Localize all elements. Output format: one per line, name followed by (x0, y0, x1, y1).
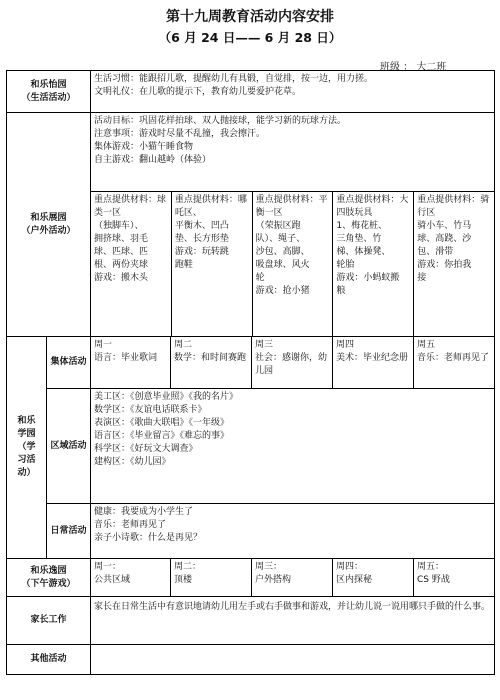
row-heyi (7, 71, 495, 113)
xueyuan-title-line: 学园 (17, 429, 36, 439)
zone-text: 沙包、高脚、 (255, 247, 310, 257)
zone-column (333, 192, 414, 336)
day-activity: 公共区域 (94, 575, 131, 585)
zone-text: 游戏：小蚂蚁搬 (336, 273, 400, 283)
day-activity: 户外搭构 (255, 575, 292, 585)
zone-text: 重点提供材料：平衡一区 (255, 195, 328, 218)
xueyuan-title-line: 和乐 (17, 416, 36, 426)
other-title: 其他活动 (7, 645, 91, 675)
heyi-line: 生活习惯：能跟招儿歌，提醒幼儿有具锻，自觉排，按一边，用力搓。 (94, 74, 374, 84)
zone-text: 游戏：抢小猪 (255, 286, 310, 296)
zone-text: 粮 (336, 286, 346, 296)
heyue-line: 自主游戏：翻山越岭（体验） (94, 155, 212, 165)
area-line: 表演区：《歌曲大联唱》《一年级》 (94, 418, 230, 428)
zone-text: 平衡木、凹凸 (174, 221, 229, 231)
day-label: 周二： (174, 562, 202, 572)
zone-text: （独脚车）、 (94, 221, 144, 231)
zone-text: 球、高跷、沙 (417, 234, 472, 244)
other-content (91, 645, 495, 675)
zone-column (172, 192, 253, 336)
area-content (91, 389, 495, 504)
collective-day (414, 337, 495, 389)
day-label: 周五 (417, 340, 436, 350)
heyi-content (91, 71, 495, 113)
row-parents (7, 597, 495, 645)
zone-text: 接 (417, 273, 427, 283)
yiyuan-day (252, 559, 333, 597)
zone-text: 游戏：玩转跳 (174, 247, 229, 257)
daily-line: 亲子小诗歌：什么是再见？ (94, 533, 203, 543)
day-activity: 音乐：老师再见了 (417, 353, 490, 363)
zone-text: 游戏：搬木头 (94, 273, 149, 283)
collective-label: 集体活动 (47, 337, 91, 389)
row-collective (7, 337, 495, 389)
schedule-table (6, 70, 495, 675)
day-label: 周一 (94, 340, 113, 350)
class-label: 班级 ： 大二班 (380, 62, 447, 73)
day-activity: 顶楼 (174, 575, 193, 585)
collective-day (252, 337, 333, 389)
zone-text: 吸盘球、风火 (255, 260, 310, 270)
zone-column (253, 192, 334, 336)
collective-day (91, 337, 171, 389)
zone-text: 重点提供材料：球类一区 (94, 195, 167, 218)
parents-title: 家长工作 (7, 597, 91, 645)
heyue-line: 集体游戏：小猫午睡食物 (94, 142, 194, 152)
day-activity: 语言：毕业歌词 (94, 353, 158, 363)
heyue-line: 注意事项：游戏时尽量不乱撞，我会擦汗。 (94, 129, 266, 139)
zone-text: 跑鞋 (174, 260, 193, 270)
xueyuan-title-line: 习活 (17, 455, 36, 465)
day-label: 周二 (174, 340, 193, 350)
heyue-zones (91, 191, 494, 336)
area-label: 区域活动 (47, 389, 91, 504)
date-range: （6 月 24 日—— 6 月 28 日） (158, 30, 342, 45)
yiyuan-day (414, 559, 495, 597)
area-line: 数学区：《友谊电话联系卡》 (94, 405, 207, 415)
zone-column (414, 192, 494, 336)
zone-text: 根、两份夹球 (94, 260, 149, 270)
zone-text: 垫、长方形垫 (174, 234, 229, 244)
area-line: 语言区：《毕业留言》《难忘的事》 (94, 431, 230, 441)
zone-text: 三角垫、竹 (336, 234, 382, 244)
row-yiyuan (7, 559, 495, 597)
parents-text: 家长在日常生活中有意识地请幼儿用左手或右手做事和游戏，并让幼儿说一说用哪只手做的什么事。 (94, 602, 491, 612)
collective-day (171, 337, 252, 389)
heyi-line: 文明礼仪：在儿歌的提示下，教育幼儿要爱护花草。 (94, 87, 302, 97)
day-activity: 数学：和时间赛跑 (174, 353, 247, 363)
zone-text: 骑小车、竹马 (417, 221, 472, 231)
zone-text: 重点提供材料：骑行区 (417, 195, 490, 218)
area-line: 美工区：《创意毕业照》《我的名片》 (94, 392, 239, 402)
heyue-title-cell (7, 113, 91, 337)
row-area (7, 389, 495, 504)
day-label: 周四 (336, 340, 355, 350)
zone-text: 梯、体操凳、 (336, 247, 391, 257)
heyue-line: 活动目标：巩固花样拍球、双人抛接球，能学习新的玩球方法。 (94, 116, 347, 126)
parents-content (91, 597, 495, 645)
zone-text: 1、梅花桩、 (336, 221, 388, 231)
heyi-subtitle: （生活活动） (21, 92, 76, 103)
zone-text: 球、匹球、匹 (94, 247, 149, 257)
zone-text: 游戏：你拍我 (417, 260, 472, 270)
row-daily (7, 504, 495, 559)
heyi-title-cell (7, 71, 91, 113)
xueyuan-title-line: 动） (17, 468, 36, 478)
row-other (7, 645, 495, 675)
yiyuan-subtitle: （下午游戏） (21, 578, 76, 589)
zone-text: （荣振区跑 (255, 221, 301, 231)
day-label: 周五： (417, 562, 445, 572)
zone-text: 重点提供材料：哪吒区、 (174, 195, 247, 218)
heyi-title: 和乐怡园 (30, 79, 67, 90)
page-title: 第十九周教育活动内容安排 (166, 9, 334, 25)
yiyuan-day (333, 559, 414, 597)
yiyuan-title: 和乐逸园 (30, 565, 67, 576)
day-activity: CS 野战 (417, 575, 450, 585)
yiyuan-day (171, 559, 252, 597)
daily-content (91, 504, 495, 559)
heyue-goals (91, 113, 494, 191)
zone-text: 轮胎 (336, 260, 355, 270)
zone-column (91, 192, 172, 336)
zone-text: 重点提供材料：大四肢玩具 (336, 195, 409, 218)
heyue-subtitle: （户外活动） (21, 225, 76, 236)
heyue-title: 和乐展园 (30, 212, 67, 223)
yiyuan-title-cell (7, 559, 91, 597)
day-label: 周一： (94, 562, 122, 572)
area-line: 建构区：《幼儿园》 (94, 457, 171, 467)
day-activity: 社会：感谢你，幼儿园 (255, 353, 328, 376)
area-line: 科学区：《好玩文大调查》 (94, 444, 198, 454)
day-activity: 区内探秘 (336, 575, 373, 585)
day-label: 周三 (255, 340, 274, 350)
daily-line: 健康：我要成为小学生了 (94, 507, 194, 517)
day-label: 周三： (255, 562, 283, 572)
heyue-content (91, 113, 495, 337)
day-activity: 美术：毕业纪念册 (336, 353, 409, 363)
zone-text: 轮 (255, 273, 265, 283)
row-heyue (7, 113, 495, 337)
day-label: 周四： (336, 562, 364, 572)
zone-text: 队）、绳子、 (255, 234, 306, 244)
zone-text: 包、滑带 (417, 247, 454, 257)
daily-label: 日常活动 (47, 504, 91, 559)
xueyuan-title-line: （学 (17, 442, 36, 452)
daily-line: 音乐：老师再见了 (94, 520, 167, 530)
collective-day (333, 337, 414, 389)
xueyuan-title-cell (7, 337, 47, 559)
zone-text: 拥挤球、羽毛 (94, 234, 149, 244)
yiyuan-day (91, 559, 171, 597)
